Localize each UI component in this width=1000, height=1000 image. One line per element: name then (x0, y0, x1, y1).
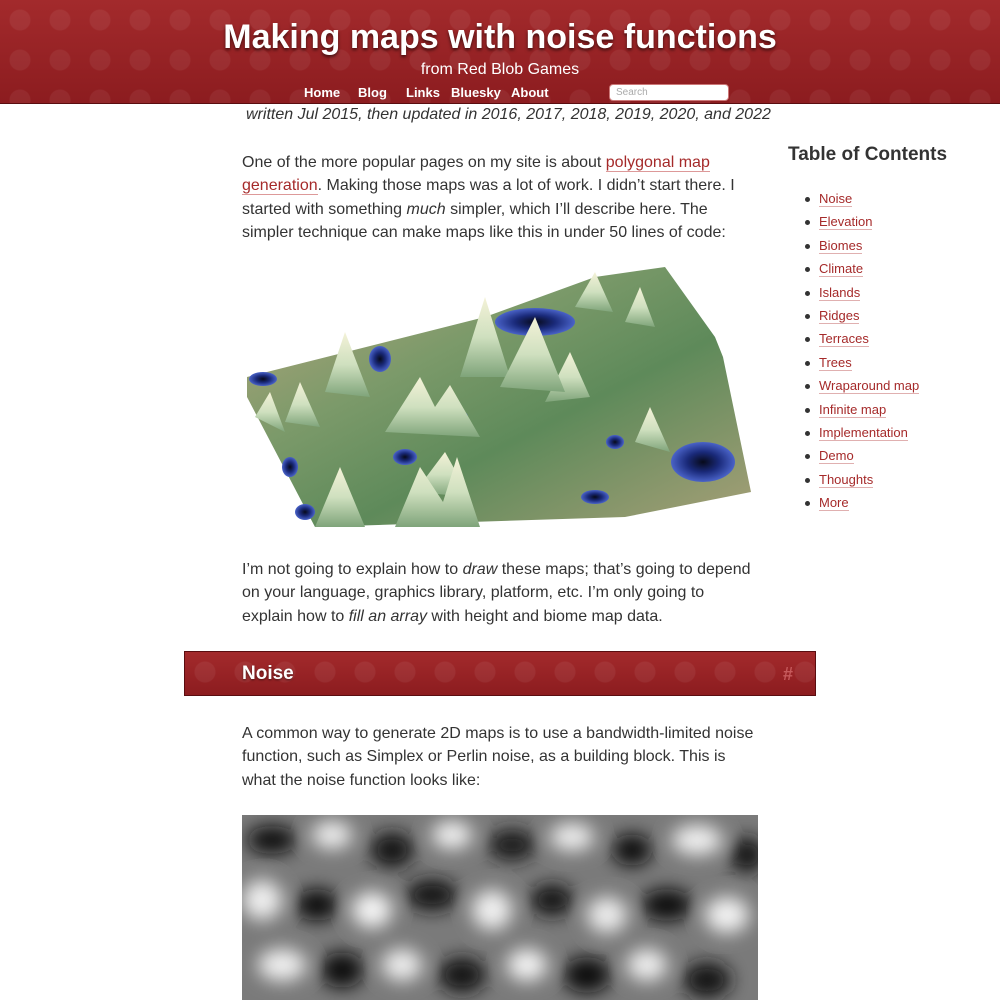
nav-home[interactable]: Home (304, 85, 341, 100)
toc-link-trees[interactable]: Trees (819, 354, 852, 370)
toc-link-infinite-map[interactable]: Infinite map (819, 401, 887, 417)
toc-item (802, 308, 919, 331)
toc-item (802, 191, 919, 214)
toc-item (802, 425, 919, 448)
toc-link-demo[interactable]: Demo (819, 448, 854, 464)
nav-about[interactable]: About (511, 85, 549, 100)
section-anchor-link[interactable]: # (782, 664, 793, 684)
nav-bluesky[interactable]: Bluesky (451, 85, 501, 100)
toc-list (802, 191, 919, 518)
toc-link-more[interactable]: More (819, 495, 849, 511)
nav-links[interactable]: Links (406, 85, 440, 100)
toc-title: Table of Contents (788, 144, 948, 165)
toc-item (802, 285, 919, 308)
toc-item (802, 472, 919, 495)
toc-item (802, 402, 919, 425)
noise-function-image (242, 815, 758, 1000)
toc-item (802, 331, 919, 354)
explanation-paragraph: I’m not going to explain how to draw these maps; that’s going to depend on your language, graphics library, platform, etc. I’m only going to explain how to fill an array with height and biome map data. (242, 561, 751, 625)
terrain-map-image (245, 267, 753, 527)
toc-link-elevation[interactable]: Elevation (819, 214, 873, 230)
toc-link-thoughts[interactable]: Thoughts (819, 471, 874, 487)
polygonal-map-link[interactable]: polygonal map generation (242, 154, 710, 195)
page-title: Making maps with noise functions (223, 18, 777, 56)
toc-item (802, 261, 919, 284)
toc-item (802, 495, 919, 518)
toc-link-terraces[interactable]: Terraces (819, 331, 869, 347)
section-title: Noise (242, 663, 294, 684)
nav-blog[interactable]: Blog (358, 85, 387, 100)
toc-link-islands[interactable]: Islands (819, 284, 861, 300)
intro-paragraph: One of the more popular pages on my site is about polygonal map generation. Making those maps was a lot of work. I didn’t start there. I started with something much simpler, which I’ll describe here. The simpler technique can make maps like this in under 50 lines of code: (242, 154, 735, 242)
written-date: written Jul 2015, then updated in 2016, 2017, 2018, 2019, 2020, and 2022 (246, 106, 771, 123)
toc-link-wraparound-map[interactable]: Wraparound map (819, 378, 920, 394)
toc-link-biomes[interactable]: Biomes (819, 237, 863, 253)
section-header-noise (184, 651, 816, 696)
toc-item (802, 355, 919, 378)
toc-link-implementation[interactable]: Implementation (819, 424, 908, 440)
page-subtitle: from Red Blob Games (420, 61, 580, 78)
noise-paragraph: A common way to generate 2D maps is to use a bandwidth-limited noise function, such as Simplex or Perlin noise, as a building block. This is what the noise function looks like: (242, 725, 754, 789)
toc-item (802, 214, 919, 237)
toc-link-noise[interactable]: Noise (819, 191, 853, 206)
toc-link-ridges[interactable]: Ridges (819, 307, 860, 323)
toc-item (802, 448, 919, 471)
search-input[interactable] (609, 84, 729, 101)
toc-link-climate[interactable]: Climate (819, 261, 864, 277)
site-header (0, 0, 1000, 104)
toc-item (802, 378, 919, 401)
toc-item (802, 238, 919, 261)
